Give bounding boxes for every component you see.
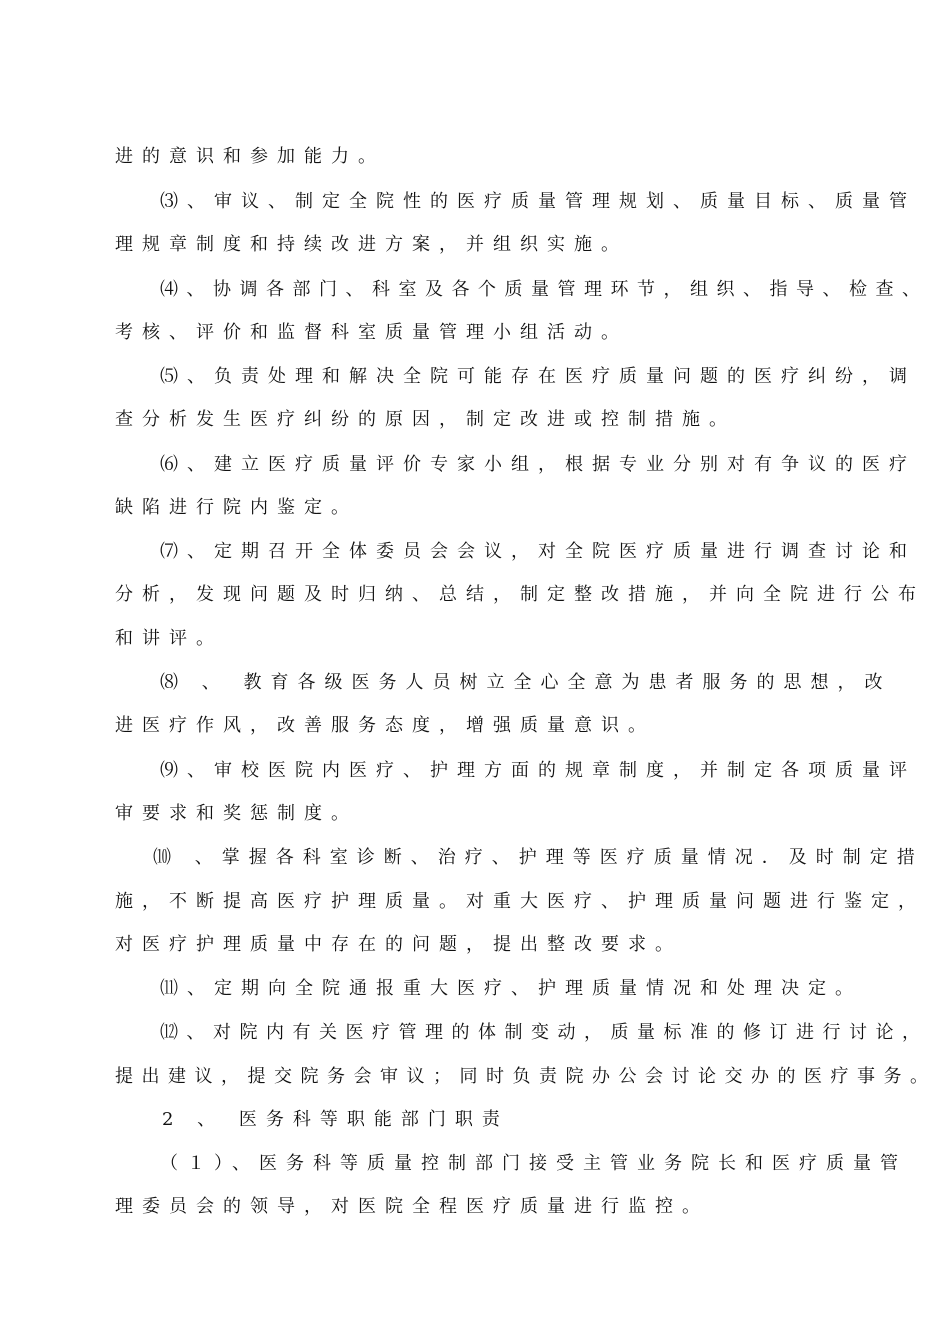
- text-line: 理委员会的领导，对医院全程医疗质量进行监控。: [115, 1196, 709, 1217]
- text-line: ⑺、定期召开全体委员会会议，对全院医疗质量进行调查讨论和: [160, 541, 916, 562]
- text-line: ⑿、对院内有关医疗管理的体制变动，质量标准的修订进行讨论，: [160, 1022, 929, 1043]
- text-line: 提出建议，提交院务会审议；同时负责院办公会讨论交办的医疗事务。: [115, 1066, 937, 1087]
- text-line: 进的意识和参加能力。: [115, 146, 385, 167]
- text-line: ⑻ 、 教育各级医务人员树立全心全意为患者服务的思想，改: [160, 672, 892, 693]
- section-heading: 2 、 医务科等职能部门职责: [162, 1109, 509, 1130]
- text-line: 审要求和奖惩制度。: [115, 803, 358, 824]
- text-line: 施，不断提高医疗护理质量。对重大医疗、护理质量问题进行鉴定，: [115, 891, 925, 912]
- text-line: 考核、评价和监督科室质量管理小组活动。: [115, 322, 628, 343]
- text-line: （１）、医务科等质量控制部门接受主管业务院长和医疗质量管: [160, 1153, 907, 1174]
- text-line: ⑸、负责处理和解决全院可能存在医疗质量问题的医疗纠纷，调: [160, 366, 916, 387]
- text-line: 分析，发现问题及时归纳、总结，制定整改措施，并向全院进行公布: [115, 584, 925, 605]
- text-line: ⑶、审议、制定全院性的医疗质量管理规划、质量目标、质量管: [160, 191, 916, 212]
- text-line: 缺陷进行院内鉴定。: [115, 497, 358, 518]
- text-line: ⑾、定期向全院通报重大医疗、护理质量情况和处理决定。: [160, 978, 862, 999]
- text-line: 对医疗护理质量中存在的问题，提出整改要求。: [115, 934, 682, 955]
- text-line: 和讲评。: [115, 628, 223, 649]
- text-line: 理规章制度和持续改进方案，并组织实施。: [115, 234, 628, 255]
- text-line: 进医疗作风，改善服务态度，增强质量意识。: [115, 715, 655, 736]
- text-line: ⑷、协调各部门、科室及各个质量管理环节，组织、指导、检查、: [160, 279, 929, 300]
- text-line: ⑼、审校医院内医疗、护理方面的规章制度，并制定各项质量评: [160, 760, 916, 781]
- text-line: ⑹、建立医疗质量评价专家小组，根据专业分别对有争议的医疗: [160, 454, 916, 475]
- text-line: ⑽ 、掌握各科室诊断、治疗、护理等医疗质量情况．及时制定措: [153, 847, 924, 868]
- text-line: 查分析发生医疗纠纷的原因，制定改进或控制措施。: [115, 409, 736, 430]
